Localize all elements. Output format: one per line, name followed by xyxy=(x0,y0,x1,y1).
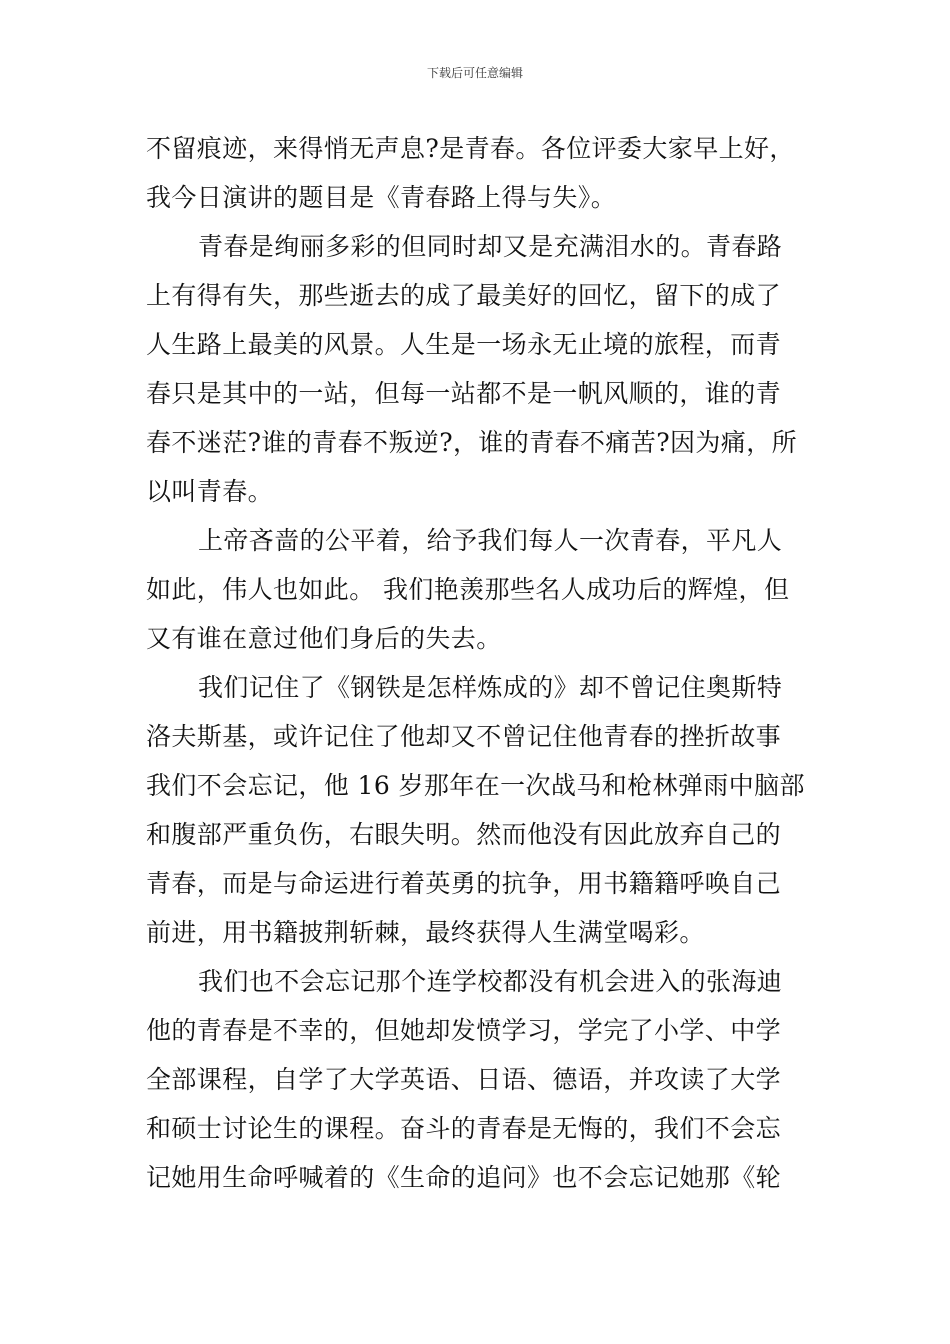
text-line: 青春是绚丽多彩的但同时却又是充满泪水的。青春路 xyxy=(198,232,783,261)
text-line: 和腹部严重负伤，右眼失明。然而他没有因此放弃自己的 xyxy=(146,820,782,849)
text-line: 我们也不会忘记那个连学校都没有机会进入的张海迪 xyxy=(198,967,783,996)
text-line: 上有得有失，那些逝去的成了最美好的回忆，留下的成了 xyxy=(146,281,782,310)
text-line: 我今日演讲的题目是《青春路上得与失》。 xyxy=(146,183,617,212)
text-line: 全部课程，自学了大学英语、日语、德语，并攻读了大学 xyxy=(146,1065,782,1094)
text-line: 我们记住了《钢铁是怎样炼成的》却不曾记住奥斯特 xyxy=(198,673,783,702)
text-line: 前进，用书籍披荆斩棘，最终获得人生满堂喝彩。 xyxy=(146,918,705,947)
text-line: 春不迷茫?谁的青春不叛逆?，谁的青春不痛苦?因为痛，所 xyxy=(146,428,798,457)
text-line: 和硕士讨论生的课程。奋斗的青春是无悔的，我们不会忘 xyxy=(146,1114,782,1143)
text-line: 不留痕迹，来得悄无声息?是青春。各位评委大家早上好， xyxy=(146,134,795,163)
text-line: 他的青春是不幸的，但她却发愤学习，学完了小学、中学 xyxy=(146,1016,782,1045)
text-line: 如此，伟人也如此。 我们艳羡那些名人成功后的辉煌，但 xyxy=(146,575,790,604)
text-line: 洛夫斯基，或许记住了他却又不曾记住他青春的挫折故事 xyxy=(146,722,782,751)
text-line: 记她用生命呼喊着的《生命的追问》也不会忘记她那《轮 xyxy=(146,1163,782,1192)
text-line: 上帝吝啬的公平着，给予我们每人一次青春，平凡人 xyxy=(198,526,783,555)
page-header: 下载后可任意编辑 xyxy=(426,66,523,80)
text-line: 又有谁在意过他们身后的失去。 xyxy=(146,624,502,653)
text-line: 青春，而是与命运进行着英勇的抗争，用书籍籍呼唤自己 xyxy=(146,869,782,898)
document-body xyxy=(146,124,806,1202)
text-line: 春只是其中的一站，但每一站都不是一帆风顺的，谁的青 xyxy=(146,379,782,408)
text-line: 人生路上最美的风景。人生是一场永无止境的旅程，而青 xyxy=(146,330,782,359)
text-line: 我们不会忘记，他 16 岁那年在一次战马和枪林弹雨中脑部 xyxy=(146,771,805,800)
text-line: 以叫青春。 xyxy=(146,477,274,506)
